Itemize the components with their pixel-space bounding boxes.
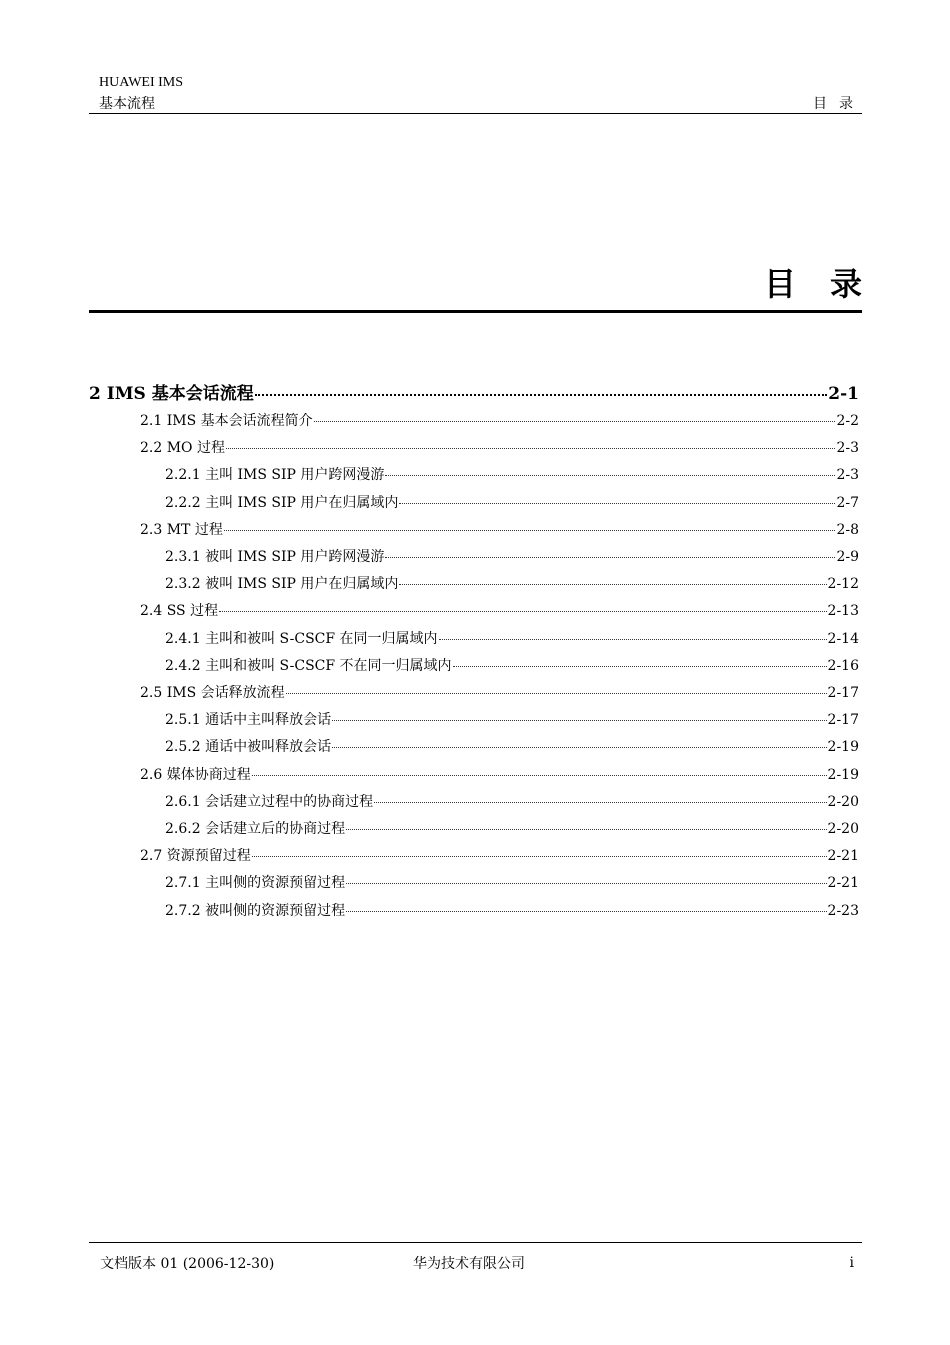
toc-entry-page-number: 2-19 <box>827 739 859 756</box>
toc-title-block <box>89 264 896 313</box>
toc-entry-label: 2 IMS 基本会话流程 <box>89 384 254 404</box>
toc-entry-page-number: 2-12 <box>827 576 859 593</box>
toc-entry-label: 2.7 资源预留过程 <box>140 848 251 865</box>
toc-entry-page-number: 2-17 <box>827 712 859 729</box>
toc-dot-leader <box>219 611 826 612</box>
toc-entry-page-number: 2-23 <box>827 902 859 919</box>
toc-entry-label: 2.4.2 主叫和被叫 S-CSCF 不在同一归属域内 <box>165 657 452 674</box>
toc-entry-page-number: 2-19 <box>827 766 859 783</box>
toc-dot-leader <box>346 883 826 884</box>
toc-entry-page-number: 2-8 <box>836 521 859 538</box>
toc-entry[interactable] <box>140 600 859 620</box>
toc-dot-leader <box>332 747 826 748</box>
toc-entry-page-number: 2-13 <box>827 603 859 620</box>
toc-dot-leader <box>224 530 836 531</box>
toc-entry[interactable] <box>140 764 859 784</box>
toc-entry-label: 2.6.2 会话建立后的协商过程 <box>165 821 346 837</box>
toc-entry[interactable] <box>165 464 859 484</box>
toc-dot-leader <box>399 503 835 504</box>
toc-entry[interactable] <box>140 410 859 430</box>
toc-entry[interactable] <box>165 655 859 675</box>
toc-entry[interactable] <box>165 900 859 920</box>
toc-entry[interactable] <box>165 872 859 892</box>
toc-entry[interactable] <box>140 437 859 457</box>
footer-document-version: 文档版本 01 (2006-12-30) <box>100 1256 275 1272</box>
toc-dot-leader <box>453 666 827 667</box>
toc-entry-label: 2.4.1 主叫和被叫 S-CSCF 在同一归属域内 <box>165 630 438 647</box>
toc-dot-leader <box>286 693 827 694</box>
toc-entry-label: 2.2.2 主叫 IMS SIP 用户在归属域内 <box>165 494 399 511</box>
toc-entry[interactable] <box>89 379 859 404</box>
toc-entry-label: 2.6.1 会话建立过程中的协商过程 <box>165 793 374 810</box>
toc-entry-label: 2.5.1 通话中主叫释放会话 <box>165 712 332 729</box>
toc-entry-page-number: 2-20 <box>827 793 859 810</box>
toc-dot-leader <box>255 394 828 396</box>
toc-entry-page-number: 2-3 <box>836 440 859 457</box>
toc-entry[interactable] <box>165 709 859 729</box>
toc-entry[interactable] <box>140 845 859 865</box>
toc-entry-page-number: 2-9 <box>836 549 859 565</box>
toc-entry-label: 2.2 MO 过程 <box>140 440 225 457</box>
toc-entry-page-number: 2-17 <box>827 685 859 701</box>
toc-dot-leader <box>399 584 826 585</box>
toc-dot-leader <box>439 639 827 640</box>
toc-entry-page-number: 2-20 <box>827 821 859 837</box>
toc-entry-label: 2.3.1 被叫 IMS SIP 用户跨网漫游 <box>165 549 385 565</box>
toc-entry-page-number: 2-2 <box>836 413 859 429</box>
toc-entry-label: 2.3 MT 过程 <box>140 521 223 538</box>
header-document-name: 基本流程 <box>99 96 155 112</box>
toc-entry-page-number: 2-1 <box>828 384 859 404</box>
toc-dot-leader <box>332 720 826 721</box>
toc-entry[interactable] <box>140 519 859 539</box>
toc-entry-page-number: 2-7 <box>836 494 859 511</box>
footer-company-name: 华为技术有限公司 <box>413 1256 525 1272</box>
toc-entry-label: 2.6 媒体协商过程 <box>140 766 251 783</box>
toc-entry[interactable] <box>165 818 859 838</box>
toc-entry-page-number: 2-14 <box>827 630 859 647</box>
toc-dot-leader <box>252 775 827 776</box>
toc-entry-page-number: 2-16 <box>827 657 859 674</box>
toc-dot-leader <box>385 475 835 476</box>
toc-entry-page-number: 2-21 <box>827 848 859 865</box>
toc-entry-page-number: 2-3 <box>836 467 859 484</box>
toc-entry-label: 2.5.2 通话中被叫释放会话 <box>165 739 332 756</box>
header-product-name: HUAWEI IMS <box>99 75 184 90</box>
toc-entry-label: 2.3.2 被叫 IMS SIP 用户在归属域内 <box>165 576 399 593</box>
toc-dot-leader <box>346 829 826 830</box>
page-header <box>89 73 865 114</box>
page-footer <box>89 1242 862 1273</box>
header-section-name: 目录 <box>813 96 865 112</box>
toc-dot-leader <box>252 856 827 857</box>
toc-entry[interactable] <box>140 682 859 702</box>
toc-dot-leader <box>385 557 835 558</box>
toc-entry[interactable] <box>165 628 859 648</box>
toc-entry[interactable] <box>165 492 859 512</box>
page-title: 目录 <box>763 265 896 303</box>
toc-entry[interactable] <box>165 736 859 756</box>
toc-dot-leader <box>374 802 826 803</box>
toc-entry[interactable] <box>165 791 859 811</box>
footer-page-number: i <box>849 1255 854 1271</box>
toc-entry-label: 2.7.2 被叫侧的资源预留过程 <box>165 902 346 919</box>
toc-entry-label: 2.5 IMS 会话释放流程 <box>140 685 285 701</box>
toc-dot-leader <box>346 911 826 912</box>
toc-entry-label: 2.7.1 主叫侧的资源预留过程 <box>165 875 346 892</box>
toc-entry-label: 2.4 SS 过程 <box>140 603 219 620</box>
toc-entry[interactable] <box>165 546 859 566</box>
toc-entry[interactable] <box>165 573 859 593</box>
toc-dot-leader <box>314 421 836 422</box>
toc-entry-label: 2.1 IMS 基本会话流程简介 <box>140 413 313 429</box>
toc-entry-label: 2.2.1 主叫 IMS SIP 用户跨网漫游 <box>165 467 385 484</box>
toc-entry-page-number: 2-21 <box>827 875 859 892</box>
toc-dot-leader <box>226 448 835 449</box>
